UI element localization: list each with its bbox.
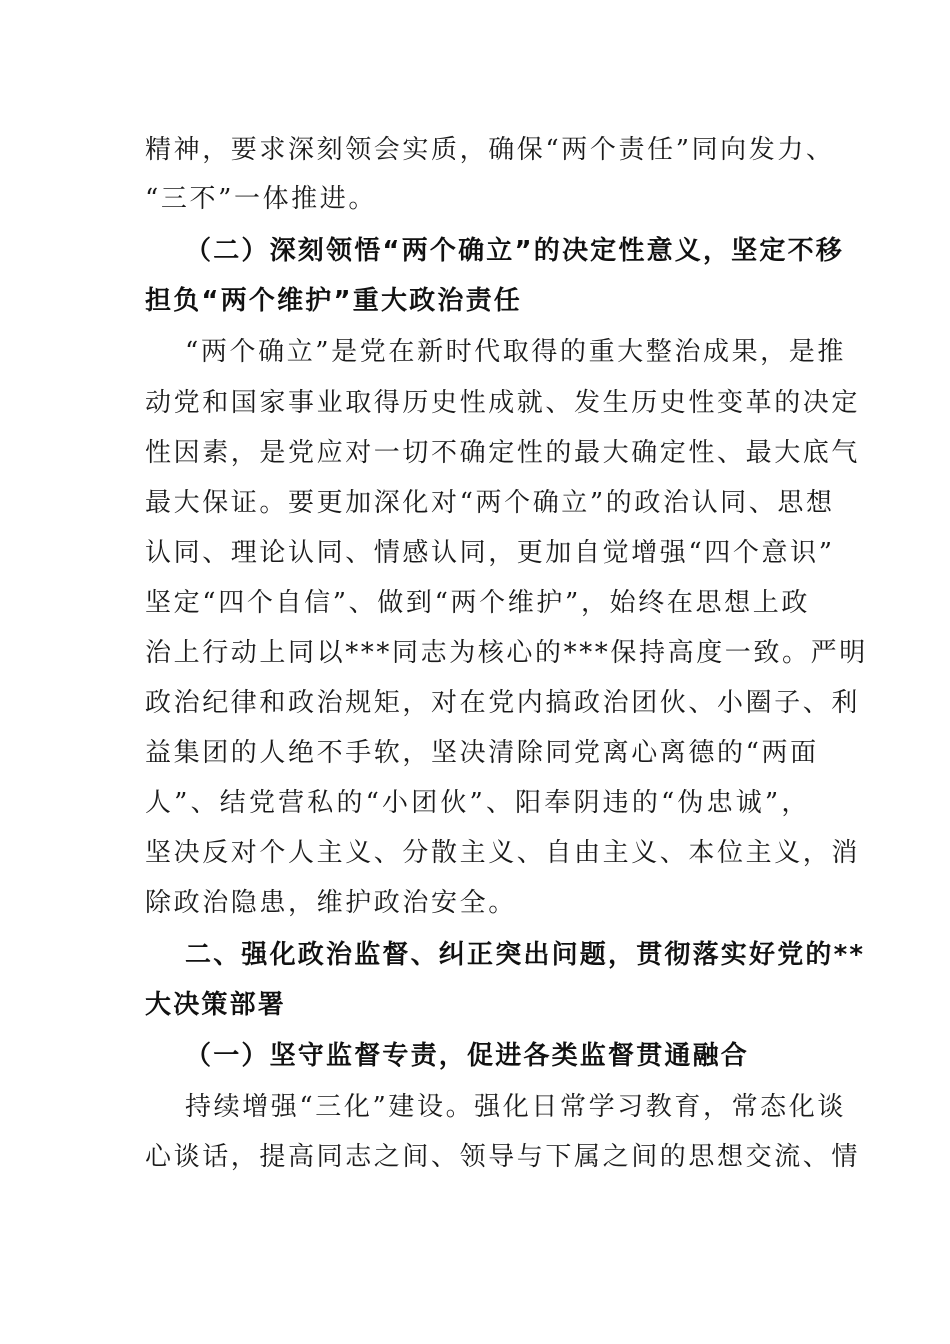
- body-text-line: 性因素，是党应对一切不确定性的最大确定性、最大底气: [145, 438, 861, 468]
- chapter-heading-line: 二、强化政治监督、纠正突出问题，贯彻落实好党的**: [185, 940, 866, 970]
- body-text-line: 坚定“四个自信”、做到“两个维护”，始终在思想上政: [145, 588, 810, 618]
- section-heading-line: 担负“两个维护”重大政治责任: [145, 286, 522, 316]
- body-text-line: 益集团的人绝不手软，坚决清除同党离心离德的“两面: [145, 738, 819, 768]
- body-text-line: 除政治隐患，维护政治安全。: [145, 888, 517, 918]
- section-heading-line: （一）坚守监督专责，促进各类监督贯通融合: [185, 1041, 750, 1071]
- body-text-line: “三不”一体推进。: [145, 184, 377, 214]
- body-text-line: 认同、理论认同、情感认同，更加自觉增强“四个意识”: [145, 538, 835, 568]
- body-text-line: “两个确立”是党在新时代取得的重大整治成果，是推: [185, 337, 846, 367]
- section-heading-line: （二）深刻领悟“两个确立”的决定性意义，坚定不移: [185, 236, 844, 266]
- body-text-line: 治上行动上同以***同志为核心的***保持高度一致。严明: [145, 638, 868, 668]
- body-text-line: 心谈话，提高同志之间、领导与下属之间的思想交流、情: [145, 1142, 861, 1172]
- body-text-line: 人”、结党营私的“小团伙”、阳奉阴违的“伪忠诚”，: [145, 788, 810, 818]
- body-text-line: 动党和国家事业取得历史性成就、发生历史性变革的决定: [145, 388, 861, 418]
- chapter-heading-line: 大决策部署: [145, 990, 287, 1020]
- body-text-line: 精神，要求深刻领会实质，确保“两个责任”同向发力、: [145, 135, 835, 165]
- body-text-line: 政治纪律和政治规矩，对在党内搞政治团伙、小圈子、利: [145, 688, 861, 718]
- body-text-line: 最大保证。要更加深化对“两个确立”的政治认同、思想: [145, 488, 835, 518]
- body-text-line: 持续增强“三化”建设。强化日常学习教育，常态化谈: [185, 1092, 846, 1122]
- body-text-line: 坚决反对个人主义、分散主义、自由主义、本位主义，消: [145, 838, 861, 868]
